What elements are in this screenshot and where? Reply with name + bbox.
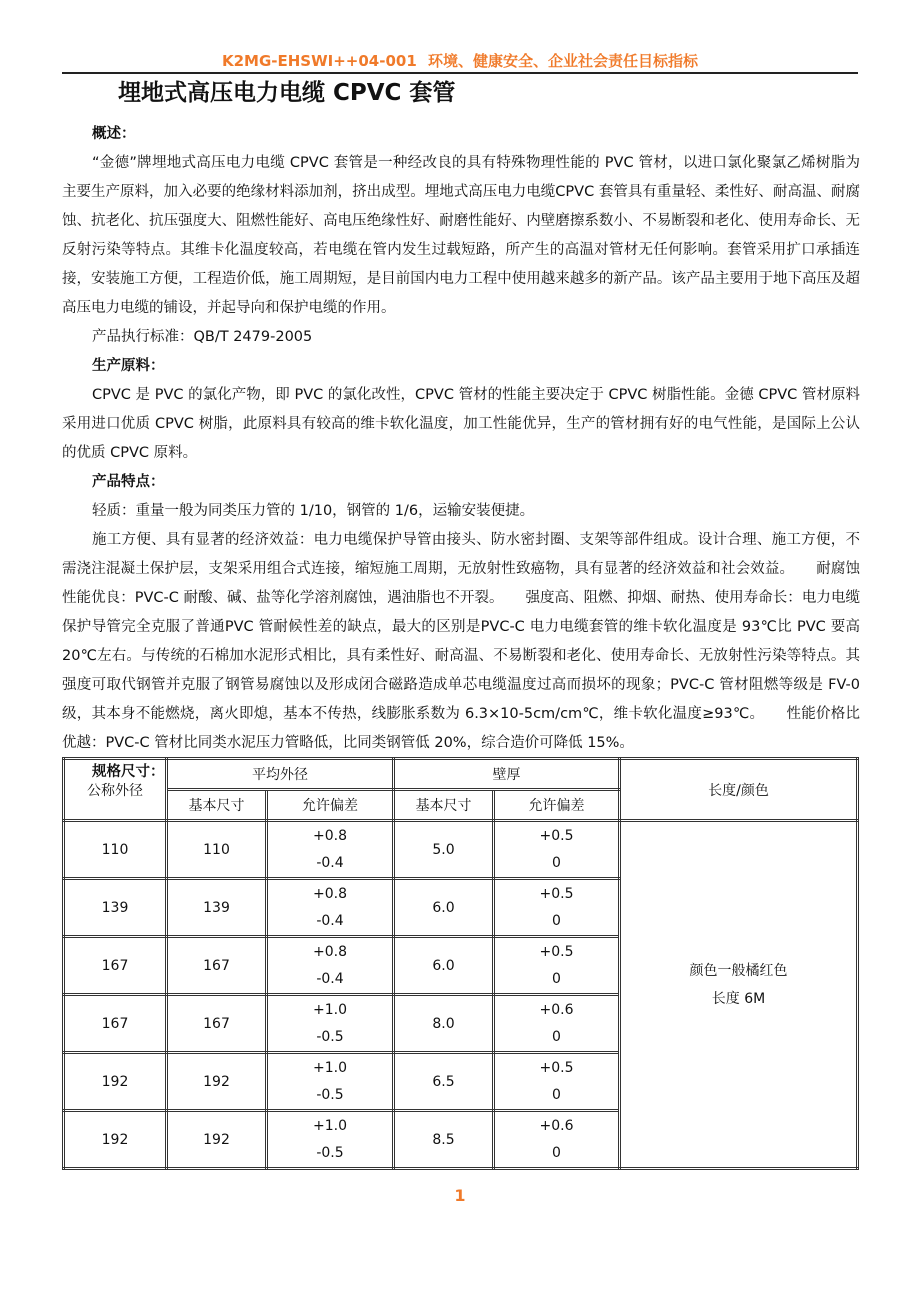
- lower: 0: [552, 1028, 561, 1045]
- avg-tolerance-cell: [267, 879, 394, 937]
- nominal-cell: 192: [64, 1111, 167, 1169]
- nominal-cell: 139: [64, 879, 167, 937]
- section-heading: 规格尺寸：: [92, 764, 165, 780]
- upper: +0.5: [539, 885, 574, 902]
- avg-basic-cell: 167: [167, 937, 267, 995]
- wall-tolerance-cell: [494, 1053, 620, 1111]
- doc-code: K2MG-EHSWI++04-001: [221, 52, 417, 70]
- lower: 0: [552, 1144, 561, 1161]
- header-tolerance: 允许偏差: [267, 790, 394, 821]
- wall-tolerance-cell: [494, 821, 620, 879]
- upper: +0.8: [313, 885, 347, 902]
- wall-tolerance-cell: [494, 1111, 620, 1169]
- wall-tolerance-cell: [494, 995, 620, 1053]
- header-nominal: 公称外径: [64, 759, 167, 821]
- avg-tolerance-cell: [267, 937, 394, 995]
- wall-tolerance-cell: [494, 879, 620, 937]
- avg-basic-cell: 167: [167, 995, 267, 1053]
- upper: +0.8: [313, 943, 347, 960]
- length-text: 长度 6M: [711, 990, 766, 1007]
- lower: -0.4: [316, 854, 344, 871]
- lower: -0.5: [316, 1144, 344, 1161]
- upper: +0.5: [539, 1059, 574, 1076]
- header-avg-diameter: 平均外径: [167, 759, 394, 790]
- header-length-color: 长度/颜色: [620, 759, 858, 821]
- header-basic: 基本尺寸: [394, 790, 494, 821]
- header-basic: 基本尺寸: [167, 790, 267, 821]
- paragraph: CPVC 是 PVC 的氯化产物，即 PVC 的氯化改性，CPVC 管材的性能主要决定于 CPVC 树脂性能。金德 CPVC 管材原料采用进口优质 CPVC 树脂，此原料具有较高的维卡软化温度，加工性能优异，生产的管材拥有好的电气性能，是国际上公认的优质 CPVC 原料。: [62, 387, 860, 461]
- lower: -0.5: [316, 1086, 344, 1103]
- upper: +0.6: [539, 1117, 574, 1134]
- wall-basic-cell: 6.0: [394, 937, 494, 995]
- upper: +0.5: [539, 827, 574, 844]
- wall-basic-cell: 5.0: [394, 821, 494, 879]
- avg-basic-cell: 110: [167, 821, 267, 879]
- paragraph: “金德”牌埋地式高压电力电缆 CPVC 套管是一种经改良的具有特殊物理性能的 PVC 管材，以进口氯化聚氯乙烯树脂为主要生产原料，加入必要的绝缘材料添加剂，挤出成型。埋地式高压电力电缆CPVC 套管具有重量轻、柔性好、耐高温、耐腐蚀、抗老化、抗压强度大、阻燃性能好、高电压绝缘性好、耐磨性能好、内壁磨擦系数小、不易断裂和老化、使用寿命长、无反射污染等特点。其维卡化温度较高，若电缆在管内发生过载短路，所产生的高温对管材无任何影响。套管采用扩口承插连接，安装施工方便，工程造价低，施工周期短，是目前国内电力工程中使用越来越多的新产品。该产品主要用于地下高压及超高压电力电缆的铺设，并起导向和保护电缆的作用。: [62, 155, 860, 316]
- upper: +1.0: [313, 1117, 347, 1134]
- table-row: [64, 821, 858, 879]
- avg-basic-cell: 139: [167, 879, 267, 937]
- paragraph: 产品执行标准：QB/T 2479-2005: [92, 329, 313, 345]
- wall-basic-cell: 8.0: [394, 995, 494, 1053]
- length-color-cell: [620, 821, 858, 1169]
- wall-tolerance-cell: [494, 937, 620, 995]
- nominal-cell: 110: [64, 821, 167, 879]
- upper: +1.0: [313, 1001, 347, 1018]
- section-heading: 产品特点：: [92, 474, 165, 490]
- section-heading: 生产原料：: [92, 358, 165, 374]
- document-title: 埋地式高压电力电缆 CPVC 套管: [118, 80, 456, 106]
- lower: -0.4: [316, 912, 344, 929]
- nominal-cell: 167: [64, 995, 167, 1053]
- header-wall: 壁厚: [394, 759, 620, 790]
- upper: +0.8: [313, 827, 347, 844]
- lower: 0: [552, 1086, 561, 1103]
- nominal-cell: 167: [64, 937, 167, 995]
- header-title: 环境、健康安全、企业社会责任目标指标: [428, 52, 699, 70]
- lower: -0.5: [316, 1028, 344, 1045]
- avg-tolerance-cell: [267, 995, 394, 1053]
- section-heading: 概述：: [92, 126, 136, 142]
- lower: 0: [552, 912, 561, 929]
- avg-basic-cell: 192: [167, 1111, 267, 1169]
- page-number: 1: [454, 1186, 466, 1205]
- nominal-cell: 192: [64, 1053, 167, 1111]
- header-tolerance: 允许偏差: [494, 790, 620, 821]
- wall-basic-cell: 8.5: [394, 1111, 494, 1169]
- upper: +1.0: [313, 1059, 347, 1076]
- color-text: 颜色一般橘红色: [689, 962, 788, 979]
- wall-basic-cell: 6.0: [394, 879, 494, 937]
- wall-basic-cell: 6.5: [394, 1053, 494, 1111]
- lower: -0.4: [316, 970, 344, 987]
- spec-table: [62, 757, 859, 1170]
- upper: +0.6: [539, 1001, 574, 1018]
- page-header: [62, 50, 858, 74]
- avg-basic-cell: 192: [167, 1053, 267, 1111]
- paragraph: 施工方便、具有显著的经济效益：电力电缆保护导管由接头、防水密封圈、支架等部件组成。设计合理、施工方便，不需浇注混凝土保护层，支架采用组合式连接，缩短施工周期，无放射性致癌物，具有显著的经济效益和社会效益。 耐腐蚀性能优良：PVC-C 耐酸、碱、盐等化学溶剂腐蚀，遇油脂也不开裂。 强度高、阻燃、抑烟、耐热、使用寿命长：电力电缆保护导管完全克服了普通PVC 管耐候性差的缺点，最大的区别是PVC-C 电力电缆套管的维卡软化温度是 93℃比 PVC 要高 20℃左右。与传统的石棉加水泥形式相比，具有柔性好、耐高温、不易断裂和老化、使用寿命长、无放射性污染等特点。其强度可取代钢管并克服了钢管易腐蚀以及形成闭合磁路造成单芯电缆温度过高而损坏的现象；PVC-C 管材阻燃等级是 FV-0 级，其本身不能燃烧，离火即熄，基本不传热，线膨胀系数为 6.3×10-5cm/cm℃，维卡软化温度≥93℃。 性能价格比优越：PVC-C 管材比同类水泥压力管略低，比同类钢管低 20%，综合造价可降低 15%。: [62, 532, 860, 751]
- avg-tolerance-cell: [267, 1111, 394, 1169]
- paragraph: 轻质：重量一般为同类压力管的 1/10，钢管的 1/6，运输安装便捷。: [92, 503, 535, 519]
- avg-tolerance-cell: [267, 821, 394, 879]
- avg-tolerance-cell: [267, 1053, 394, 1111]
- document-body: [62, 120, 860, 787]
- upper: +0.5: [539, 943, 574, 960]
- lower: 0: [552, 970, 561, 987]
- lower: 0: [552, 854, 561, 871]
